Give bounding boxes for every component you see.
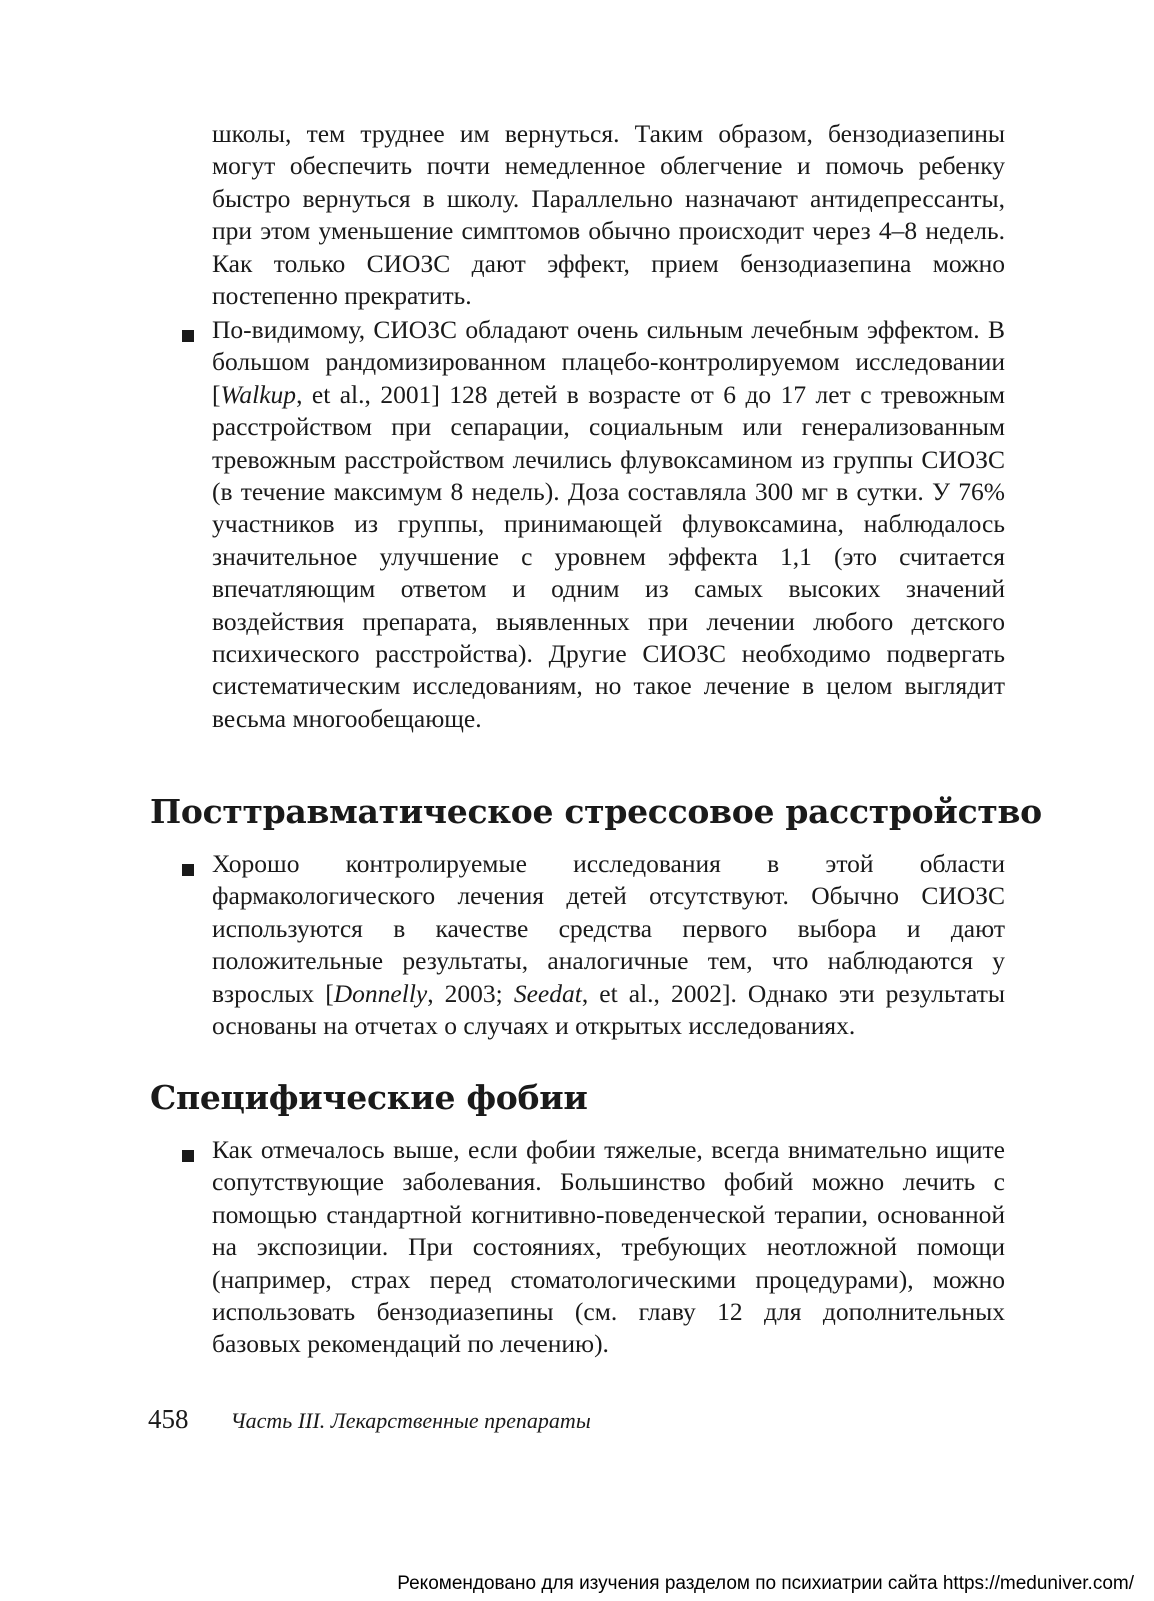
citation-author-donnelly: Donnelly xyxy=(333,978,428,1008)
page-footer xyxy=(148,1404,591,1435)
bullet-ssri-text-2: , et al., 2001] 128 детей в возрасте от 6 до 17 лет с тревожным расстройством при сепарации, социальным или генерализованным тревожным расстройством лечились флувоксамином из группы СИОЗС (в течение максимум 8 недель). Доза составляла 300 мг в сутки. У 76% участников из группы, принимающей флувоксамина, наблюдалось значительное улучшение с уровнем эффекта 1,1 (это считается впечатляющим ответом и одним из самых высоких значений воздействия препарата, выявленных при лечении любого детского психического расстройства). Другие СИОЗС необходимо подвергать систематическим исследованиям, но такое лечение в целом выглядит весьма многообещающе. xyxy=(212,379,1005,733)
bullet-ssri-text-1: По-видимому, СИОЗС обладают очень сильным лечебным эффектом. В большом рандомизированном плацебо-контролируемом исследовании [ xyxy=(212,315,1005,409)
page-number: 458 xyxy=(148,1404,189,1434)
intro-paragraph: школы, тем труднее им вернуться. Таким образом, бензодиазепины могут обеспечить почти немедленное облегчение и помочь ребенку быстро вернуться в школу. Параллельно назначают антидепрессанты, при этом уменьшение симптомов обычно происходит через 4–8 недель. Как только СИОЗС дают эффект, прием бензодиазепина можно постепенно прекратить. xyxy=(212,119,1005,311)
section-heading-ptsd: Посттравматическое стрессовое расстройство xyxy=(150,792,1042,831)
bullet-ptsd-text-1: Хорошо контролируемые исследования в этой области фармакологического лечения детей отсутствуют. Обычно СИОЗС используются в качестве средства первого выбора и дают положительные результаты, аналогичные тем, что наблюдаются у взрослых [ xyxy=(212,849,1005,1008)
bullet-ssri-paragraph xyxy=(212,314,1005,735)
bullet-marker xyxy=(182,864,194,876)
bullet-marker xyxy=(182,330,194,342)
running-chapter-title: Часть III. Лекарственные препараты xyxy=(230,1408,591,1433)
bullet-phobias-paragraph: Как отмечалось выше, если фобии тяжелые, всегда внимательно ищите сопутствующие заболевания. Большинство фобий можно лечить с помощью стандартной когнитивно-поведенческой терапии, основанной на экспозиции. При состояниях, требующих неотложной помощи (например, страх перед стоматологическими процедурами), можно использовать бензодиазепины (см. главу 12 для дополнительных базовых рекомендаций по лечению). xyxy=(212,1135,1005,1359)
citation-author-walkup: Walkup xyxy=(220,379,297,409)
watermark-text: Рекомендовано для изучения разделом по психиатрии сайта https://meduniver.com/ xyxy=(397,1573,1134,1594)
section-heading-phobias: Специфические фобии xyxy=(150,1078,588,1117)
bullet-ptsd-paragraph xyxy=(212,848,1005,1042)
citation-author-seedat: Seedat xyxy=(513,978,582,1008)
bullet-ptsd-text-2: , 2003; xyxy=(427,978,514,1008)
bullet-ptsd-text-3: , et al., 2002]. Однако эти результаты основаны на отчетах о случаях и открытых исследованиях. xyxy=(212,978,1005,1041)
bullet-marker xyxy=(182,1150,194,1162)
